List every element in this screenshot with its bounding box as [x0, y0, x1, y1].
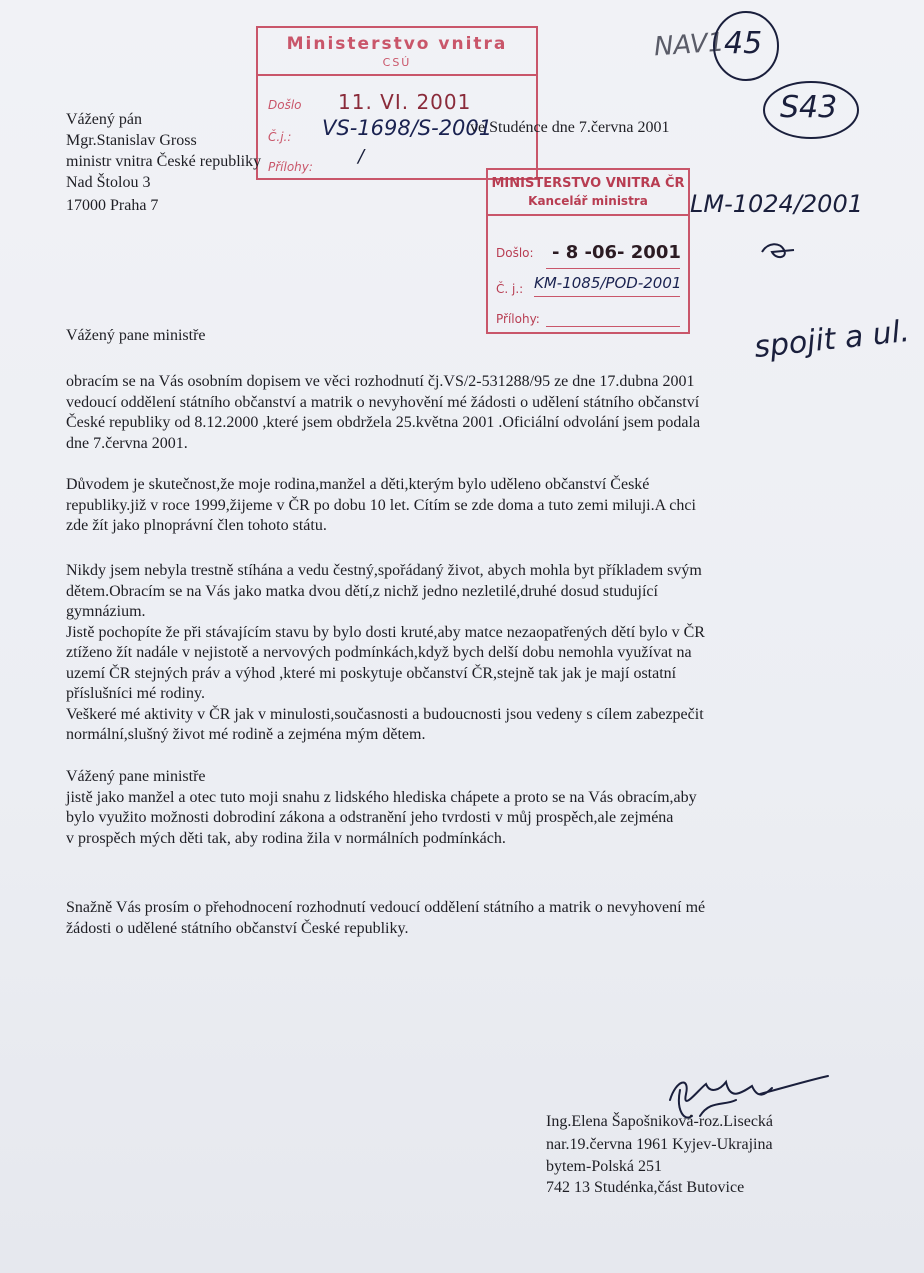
handwritten-side-note: spojit a ul. — [752, 313, 912, 366]
stamp-ref-number: VS-1698/S-2001 — [322, 116, 493, 140]
stamp-received-date: 11. VI. 2001 — [338, 90, 472, 114]
stamp-divider — [258, 74, 536, 76]
handwritten-circled-number: 45 — [724, 26, 763, 61]
handwritten-office-ref: LM-1024/2001 — [690, 190, 863, 218]
stamp-subtitle: CSÚ — [382, 56, 412, 69]
stamp-ref-label: Č. j.: — [496, 282, 524, 296]
sender-line: bytem-Polská 251 — [546, 1158, 662, 1175]
stamp-ref-label: Č.j.: — [268, 130, 292, 144]
stamp-ref-number: KM-1085/POD-2001 — [534, 274, 682, 292]
body-paragraph: obracím se na Vás osobním dopisem ve věci rozhodnutí čj.VS/2-531288/95 ze dne 17.dubna 2001 vedoucí oddělení státního občanství a matrik o nevyhovění mé žádosti o udělení státního občanství České republiky od 8.12.2000 ,které jsem obdržela 25.května 2001 .Oficiální odvolání jsem podala dne 7.června 2001. — [66, 373, 701, 452]
stamp-attach-label: Přílohy: — [268, 160, 313, 174]
stamp-subtitle: Kancelář ministra — [528, 194, 648, 208]
ministry-received-stamp — [256, 26, 538, 180]
stamp-title: MINISTERSTVO VNITRA ČR — [491, 176, 685, 191]
stamp-divider — [488, 214, 688, 216]
stamp-attach-label: Přílohy: — [496, 312, 540, 326]
stamp-line — [546, 326, 680, 327]
body-paragraph: Vážený pane ministře jistě jako manžel a otec tuto moji snahu z lidského hlediska chápete a proto se na Vás obracím,aby bylo využito možnosti dobrodiní zákona a odstranění jeho tvrdosti v můj prospěch,ale zejména v prospěch mých děti tak, aby rodina žila v normálních podmínkách. — [66, 768, 697, 847]
stamp-received-label: Došlo — [268, 98, 302, 112]
recipient-line: Vážený pán — [66, 111, 142, 128]
stamp-received-date: - 8 -06- 2001 — [552, 242, 681, 263]
recipient-line: ministr vnitra České republiky — [66, 153, 262, 170]
stamp-title: Ministerstvo vnitra — [286, 34, 508, 54]
salutation: Vážený pane ministře — [66, 327, 206, 344]
stamp-line — [534, 296, 680, 297]
body-paragraph: Důvodem je skutečnost,že moje rodina,manžel a děti,kterým bylo uděleno občanství České republiky.již v roce 1999,žijeme v ČR po dobu 10 let. Cítím se zde doma a tuto zemi miluji.A chci zde žít jako plnoprávní člen tohoto státu. — [66, 476, 696, 534]
recipient-line: Nad Štolou 3 — [66, 174, 151, 191]
minister-office-stamp — [486, 168, 690, 334]
body-paragraph: Snažně Vás prosím o přehodnocení rozhodnutí vedoucí oddělení státního a matrik o nevyhovení mé žádosti o udělené státního občanství České republiky. — [66, 899, 706, 937]
place-and-date: ve Studénce dne 7.června 2001 — [470, 119, 670, 136]
recipient-line: Mgr.Stanislav Gross — [66, 132, 197, 149]
sender-line: 742 13 Studénka,část Butovice — [546, 1179, 745, 1196]
body-paragraph: Nikdy jsem nebyla trestně stíhána a vedu čestný,spořádaný život, abych mohla byt příkladem svým dětem.Obracím se na Vás jako matka dvou dětí,z nichž jedno nezletilé,druhé dosud studující gymnázium. Jistě pochopíte že při stávajícím stavu by bylo dosti kruté,aby matce nezaopatřených dětí bylo v ČR ztíženo žít nadále v nejistotě a nervových podmínkách,když bych delší dobu nemohla využívat na uzemí ČR stejných práv a výhod ,které mi poskytuje občanství ČR,stejně tak jak je mají ostatní příslušníci mé rodiny. Veškeré mé aktivity v ČR jak v minulosti,současnosti a budoucnosti jsou vedeny s cílem zabezpečit normální,slušný život mé rodině a zejména mým dětem. — [66, 562, 705, 743]
stamp-line — [546, 268, 680, 269]
handwritten-circled-ref: S43 — [780, 90, 838, 125]
handwritten-top-mark: NAV1 — [653, 27, 726, 63]
handwritten-scribble-icon — [758, 238, 798, 264]
sender-line: nar.19.června 1961 Kyjev-Ukrajina — [546, 1136, 773, 1153]
recipient-line: 17000 Praha 7 — [66, 197, 159, 214]
stamp-received-label: Došlo: — [496, 246, 534, 260]
sender-line: Ing.Elena Šapošniková-roz.Lisecká — [546, 1113, 774, 1130]
stamp-attach-value: / — [358, 146, 365, 167]
